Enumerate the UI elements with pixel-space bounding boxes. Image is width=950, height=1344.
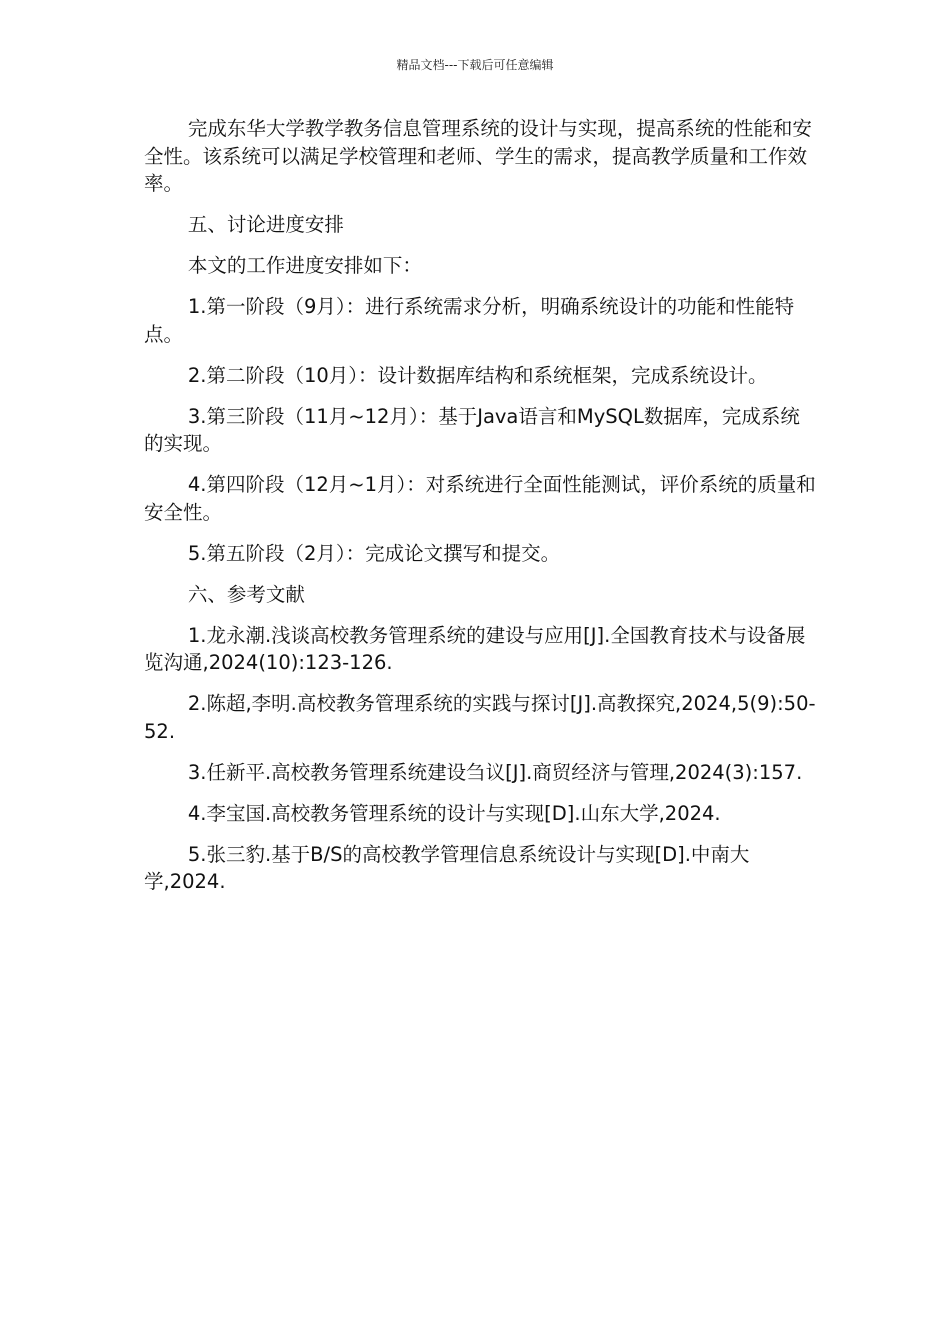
schedule-item: 4.第四阶段（12月~1月）：对系统进行全面性能测试，评价系统的质量和安全性。 xyxy=(144,473,816,524)
section-heading-schedule: 五、讨论进度安排 xyxy=(187,213,344,236)
schedule-item: 1.第一阶段（9月）：进行系统需求分析，明确系统设计的功能和性能特点。 xyxy=(144,295,795,346)
schedule-item: 5.第五阶段（2月）：完成论文撰写和提交。 xyxy=(187,541,561,565)
schedule-intro: 本文的工作进度安排如下： xyxy=(187,254,422,277)
section-heading-references: 六、参考文献 xyxy=(187,582,305,606)
schedule-item: 3.第三阶段（11月~12月）：基于Java语言和MySQL数据库，完成系统的实现。 xyxy=(144,404,800,455)
reference-item: 2.陈超,李明.高校教务管理系统的实践与探讨[J].高教探究,2024,5(9):50-52. xyxy=(144,692,816,743)
page-header: 精品文档---下载后可任意编辑 xyxy=(396,58,554,72)
reference-item: 3.任新平.高校教务管理系统建设刍议[J].商贸经济与管理,2024(3):157. xyxy=(187,760,803,784)
reference-item: 1.龙永潮.浅谈高校教务管理系统的建设与应用[J].全国教育技术与设备展览沟通,2024(10):123-126. xyxy=(144,623,806,674)
reference-item: 4.李宝国.高校教务管理系统的设计与实现[D].山东大学,2024. xyxy=(187,801,721,825)
document-body xyxy=(144,115,816,909)
reference-item: 5.张三豹.基于B/S的高校教学管理信息系统设计与实现[D].中南大学,2024. xyxy=(144,842,750,893)
paragraph-objective: 完成东华大学教学教务信息管理系统的设计与实现，提高系统的性能和安全性。该系统可以满足学校管理和老师、学生的需求，提高教学质量和工作效率。 xyxy=(144,117,812,195)
schedule-item: 2.第二阶段（10月）：设计数据库结构和系统框架，完成系统设计。 xyxy=(187,363,768,387)
